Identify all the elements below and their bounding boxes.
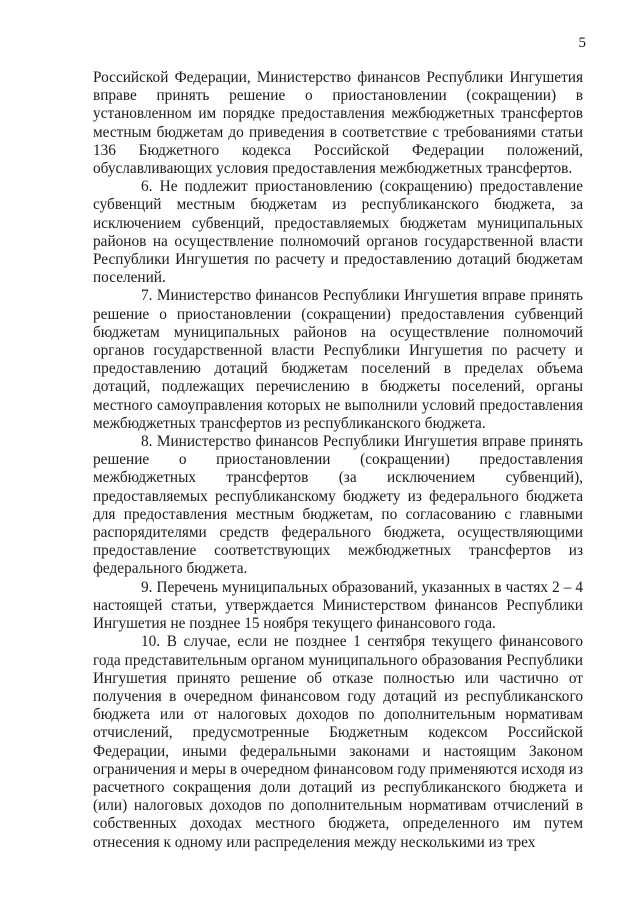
paragraph-continuation: Российской Федерации, Министерство финансов Республики Ингушетия вправе принять решение о приостановлении (сокращении) в установленном им порядке предоставления межбюджетных трансфертов местным бюджетам до приведения в соответствие с требованиями статьи 136 Бюджетного кодекса Российской Федерации положений, обуславливающих условия предоставления межбюджетных трансфертов. [93,69,583,178]
paragraph-7: 7. Министерство финансов Республики Ингушетия вправе принять решение о приостановлении (сокращении) предоставления субвенций бюджетам муниципальных районов на осуществление полномочий органов государственной власти Республики Ингушетия по расчету и предоставлению дотаций бюджетам поселений в пределах объема дотаций, подлежащих перечислению в бюджеты поселений, органы местного самоуправления которых не выполнили условий предоставления межбюджетных трансфертов из республиканского бюджета. [93,287,583,432]
paragraph-9: 9. Перечень муниципальных образований, указанных в частях 2 – 4 настоящей статьи, утверждается Министерством финансов Республики Ингушетия не позднее 15 ноября текущего финансового года. [93,578,583,633]
page-number: 5 [578,35,586,51]
paragraph-10: 10. В случае, если не позднее 1 сентября текущего финансового года представительным органом муниципального образования Республики Ингушетия принято решение об отказе полностью или частично от получения в очередном финансовом году дотаций из республиканского бюджета или от налоговых доходов по дополнительным нормативам отчислений, предусмотренные Бюджетным кодексом Российской Федерации, иными федеральными законами и настоящим Законом ограничения и меры в очередном финансовом году применяются исходя из расчетного сокращения доли дотаций из республиканского бюджета и (или) налоговых доходов по дополнительным нормативам отчислений в собственных доходах местного бюджета, определенного им путем отнесения к одному или распределения между несколькими из трех [93,633,583,851]
paragraph-8: 8. Министерство финансов Республики Ингушетия вправе принять решение о приостановлении (сокращении) предоставления межбюджетных трансфертов (за исключением субвенций), предоставляемых республиканскому бюджету из федерального бюджета для предоставления местным бюджетам, по согласованию с главными распорядителями средств федерального бюджета, осуществляющими предоставление соответствующих межбюджетных трансфертов из федерального бюджета. [93,433,583,578]
paragraph-6: 6. Не подлежит приостановлению (сокращению) предоставление субвенций местным бюджетам из республиканского бюджета, за исключением субвенций, предоставляемых бюджетам муниципальных районов на осуществление полномочий органов государственной власти Республики Ингушетия по расчету и предоставлению дотаций бюджетам поселений. [93,178,583,287]
document-body [93,69,583,852]
